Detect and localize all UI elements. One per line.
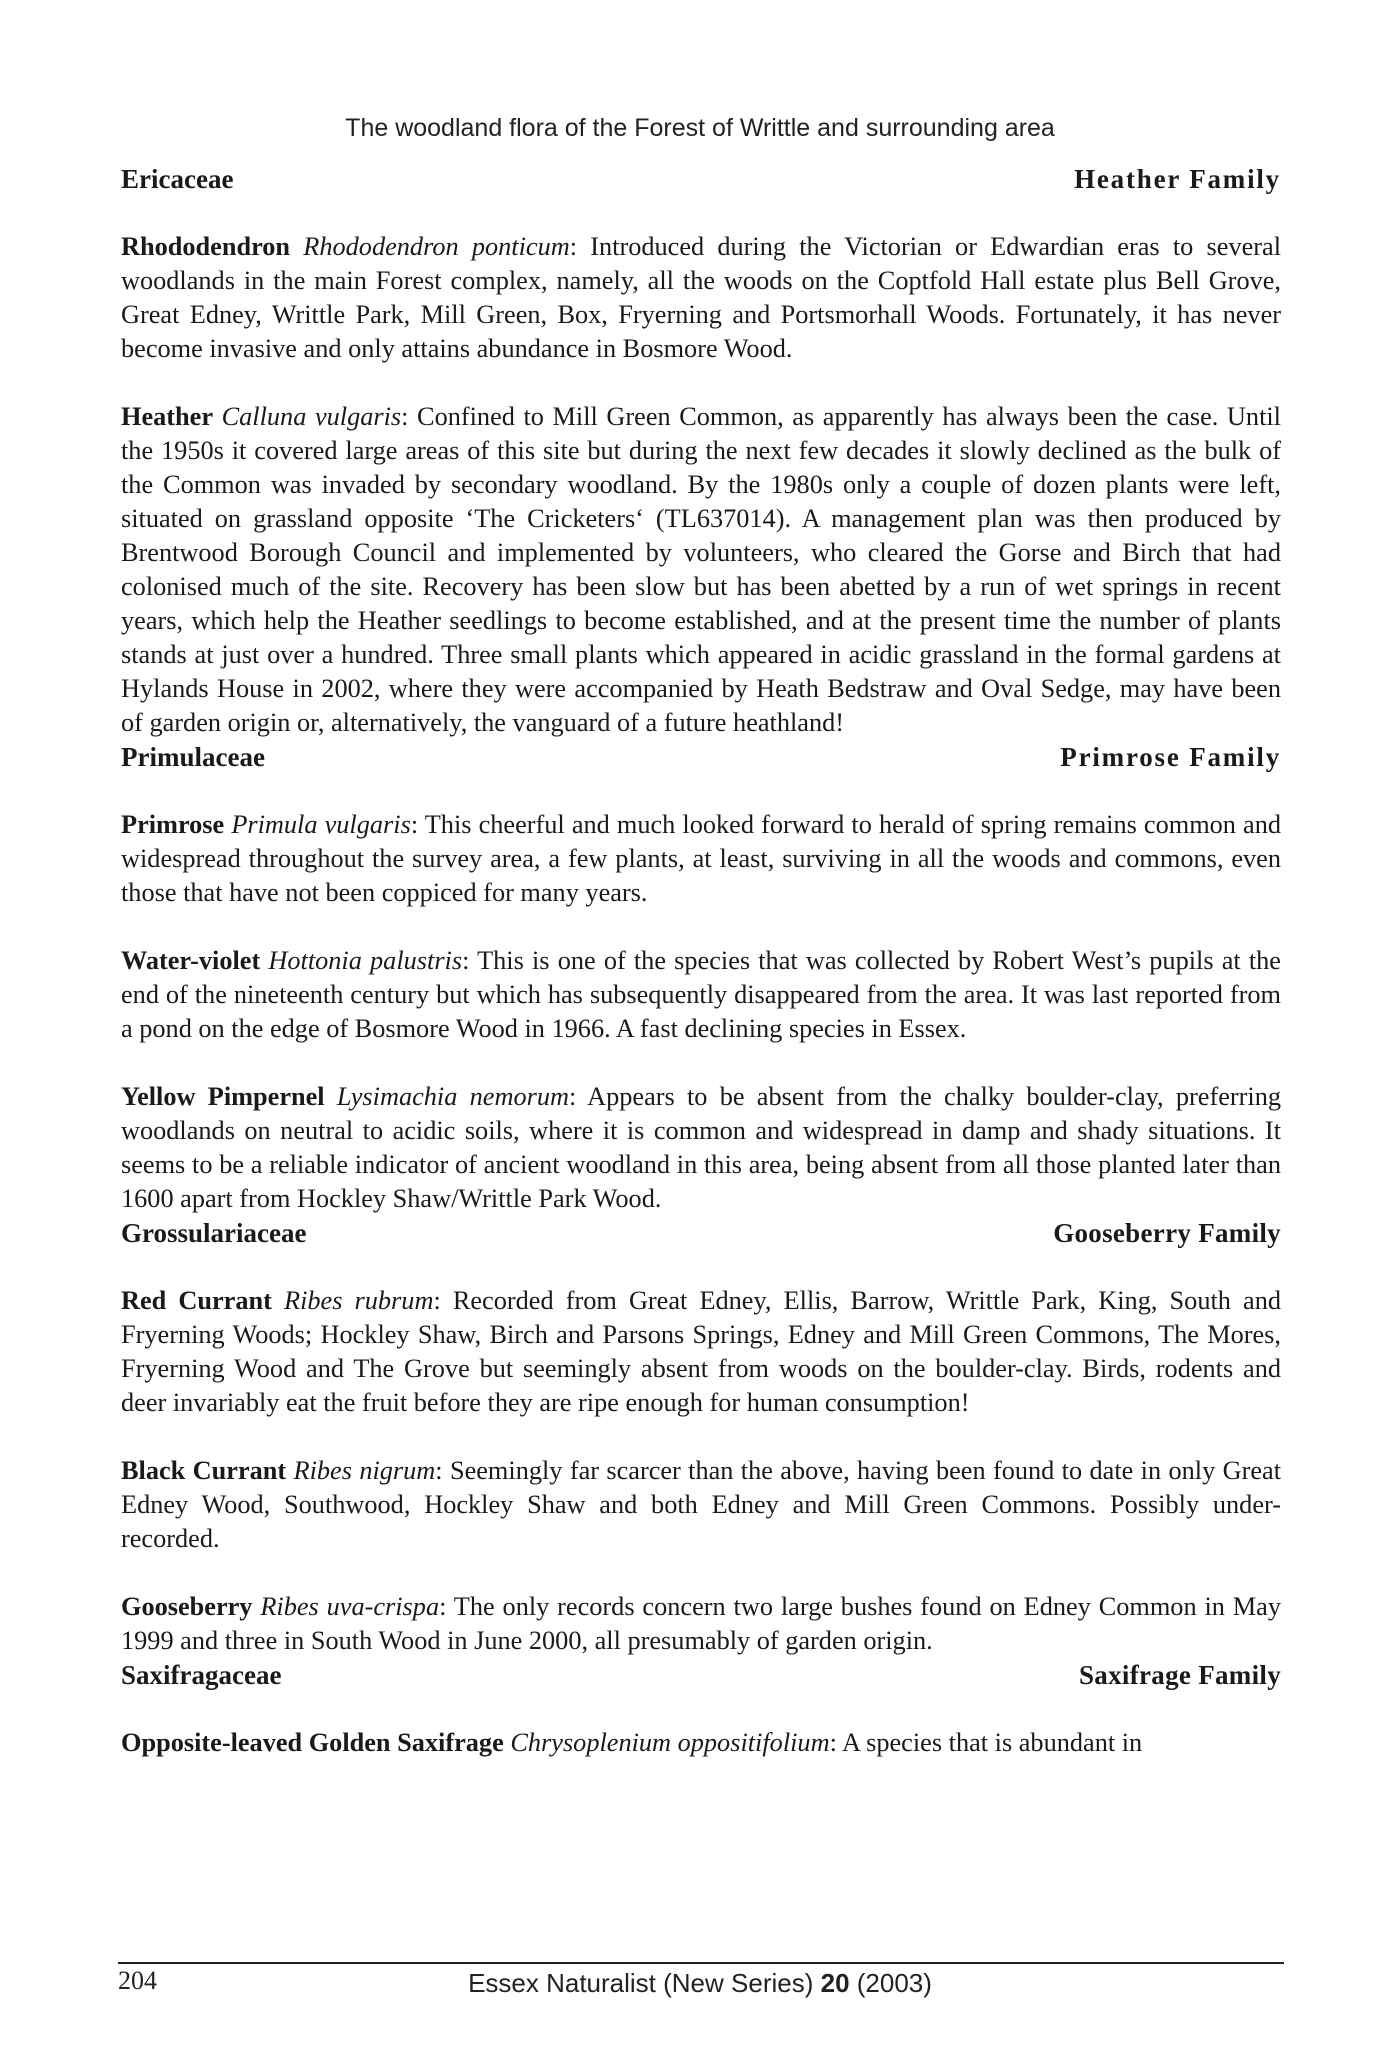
species-entry-red-currant xyxy=(121,1284,1281,1420)
species-description: : Recorded from Great Edney, Ellis, Barrow, Writtle Park, King, South and Fryerning Woods; Hockley Shaw, Birch and Parsons Springs, Edney and Mill Green Commons, The Mores, Fryerning Wood and The Grove but seemingly absent from woods on the boulder-clay. Birds, rodents and deer invariably eat the fruit before they are ripe enough for human consumption! xyxy=(121,1286,1281,1417)
species-scientific-name: Calluna vulgaris xyxy=(221,402,402,431)
species-entry-rhododendron xyxy=(121,230,1281,366)
family-heading xyxy=(121,1216,1281,1250)
species-description: : A species that is abundant in xyxy=(829,1728,1143,1757)
family-heading xyxy=(121,162,1281,196)
species-description: : Seemingly far scarcer than the above, having been found to date in only Great Edney Wood, Southwood, Hockley Shaw and both Edney and Mill Green Commons. Possibly under-recorded. xyxy=(121,1456,1281,1553)
journal-volume: 20 xyxy=(820,1968,850,1998)
species-scientific-name: Lysimachia nemorum xyxy=(336,1082,569,1111)
family-heading xyxy=(121,1658,1281,1692)
species-scientific-name: Hottonia palustris xyxy=(268,946,463,975)
species-entry-black-currant xyxy=(121,1454,1281,1556)
species-common-name: Yellow Pimpernel xyxy=(121,1082,325,1111)
family-latin-name: Primulaceae xyxy=(121,742,265,772)
species-entry-gooseberry xyxy=(121,1590,1281,1658)
family-heading xyxy=(121,740,1281,774)
family-common-name: Primrose Family xyxy=(1060,742,1281,772)
species-description: : The only records concern two large bushes found on Edney Common in May 1999 and three in South Wood in June 2000, all presumably of garden origin. xyxy=(121,1592,1281,1655)
family-latin-name: Saxifragaceae xyxy=(121,1660,282,1690)
species-common-name: Black Currant xyxy=(121,1456,287,1485)
species-entry-yellow-pimpernel xyxy=(121,1080,1281,1216)
family-common-name: Gooseberry Family xyxy=(1053,1218,1281,1248)
family-section-saxifragaceae xyxy=(121,1658,1281,1760)
species-common-name: Water-violet xyxy=(121,946,261,975)
journal-citation xyxy=(0,1968,1400,1999)
species-scientific-name: Ribes rubrum xyxy=(284,1286,434,1315)
species-common-name: Red Currant xyxy=(121,1286,272,1315)
species-description: : Introduced during the Victorian or Edwardian eras to several woodlands in the main Forest complex, namely, all the woods on the Coptfold Hall estate plus Bell Grove, Great Edney, Writtle Park, Mill Green, Box, Fryerning and Portsmorhall Woods. Fortunately, it has never become invasive and only attains abundance in Bosmore Wood. xyxy=(121,232,1281,363)
family-section-ericaceae xyxy=(121,162,1281,740)
page-body xyxy=(121,162,1281,1760)
species-description: : This is one of the species that was collected by Robert West’s pupils at the end of the nineteenth century but which has subsequently disappeared from the area. It was last reported from a pond on the edge of Bosmore Wood in 1966. A fast declining species in Essex. xyxy=(121,946,1281,1043)
species-entry-water-violet xyxy=(121,944,1281,1046)
family-common-name: Heather Family xyxy=(1074,164,1281,194)
species-entry-primrose xyxy=(121,808,1281,910)
species-common-name: Heather xyxy=(121,402,214,431)
family-common-name: Saxifrage Family xyxy=(1078,1660,1281,1690)
journal-title: Essex Naturalist (New Series) xyxy=(468,1968,821,1998)
species-description: : Appears to be absent from the chalky boulder-clay, preferring woodlands on neutral to acidic soils, where it is common and widespread in damp and shady situations. It seems to be a reliable indicator of ancient woodland in this area, being absent from all those planted later than 1600 apart from Hockley Shaw/Writtle Park Wood. xyxy=(121,1082,1282,1213)
family-latin-name: Ericaceae xyxy=(121,164,234,194)
species-scientific-name: Primula vulgaris xyxy=(231,810,411,839)
species-common-name: Primrose xyxy=(121,810,225,839)
family-section-grossulariaceae xyxy=(121,1216,1281,1658)
footer-divider xyxy=(118,1962,1284,1964)
family-latin-name: Grossulariaceae xyxy=(121,1218,307,1248)
species-entry-heather xyxy=(121,400,1281,740)
species-scientific-name: Ribes nigrum xyxy=(293,1456,436,1485)
page-number: 204 xyxy=(118,1966,157,1995)
family-section-primulaceae xyxy=(121,740,1281,1216)
species-common-name: Opposite-leaved Golden Saxifrage xyxy=(121,1728,504,1757)
species-scientific-name: Ribes uva-crispa xyxy=(260,1592,440,1621)
species-scientific-name: Chrysoplenium oppositifolium xyxy=(510,1728,830,1757)
species-common-name: Rhododendron xyxy=(121,232,291,261)
species-entry-golden-saxifrage xyxy=(121,1726,1281,1760)
species-description: : Confined to Mill Green Common, as apparently has always been the case. Until the 1950s it covered large areas of this site but during the next few decades it slowly declined as the bulk of the Common was invaded by secondary woodland. By the 1980s only a couple of dozen plants were left, situated on grassland opposite ‘The Cricketers‘ (TL637014). A management plan was then produced by Brentwood Borough Council and implemented by volunteers, who cleared the Gorse and Birch that had colonised much of the site. Recovery has been slow but has been abetted by a run of wet springs in recent years, which help the Heather seedlings to become established, and at the present time the number of plants stands at just over a hundred. Three small plants which appeared in acidic grassland in the formal gardens at Hylands House in 2002, where they were accompanied by Heath Bedstraw and Oval Sedge, may have been of garden origin or, alternatively, the vanguard of a future heathland! xyxy=(121,402,1281,737)
running-header: The woodland flora of the Forest of Writtle and surrounding area xyxy=(345,114,1055,142)
journal-year: (2003) xyxy=(849,1968,932,1998)
species-common-name: Gooseberry xyxy=(121,1592,253,1621)
species-scientific-name: Rhododendron ponticum xyxy=(303,232,570,261)
species-description: : This cheerful and much looked forward to herald of spring remains common and widespread throughout the survey area, a few plants, at least, surviving in all the woods and commons, even those that have not been coppiced for many years. xyxy=(121,810,1282,907)
